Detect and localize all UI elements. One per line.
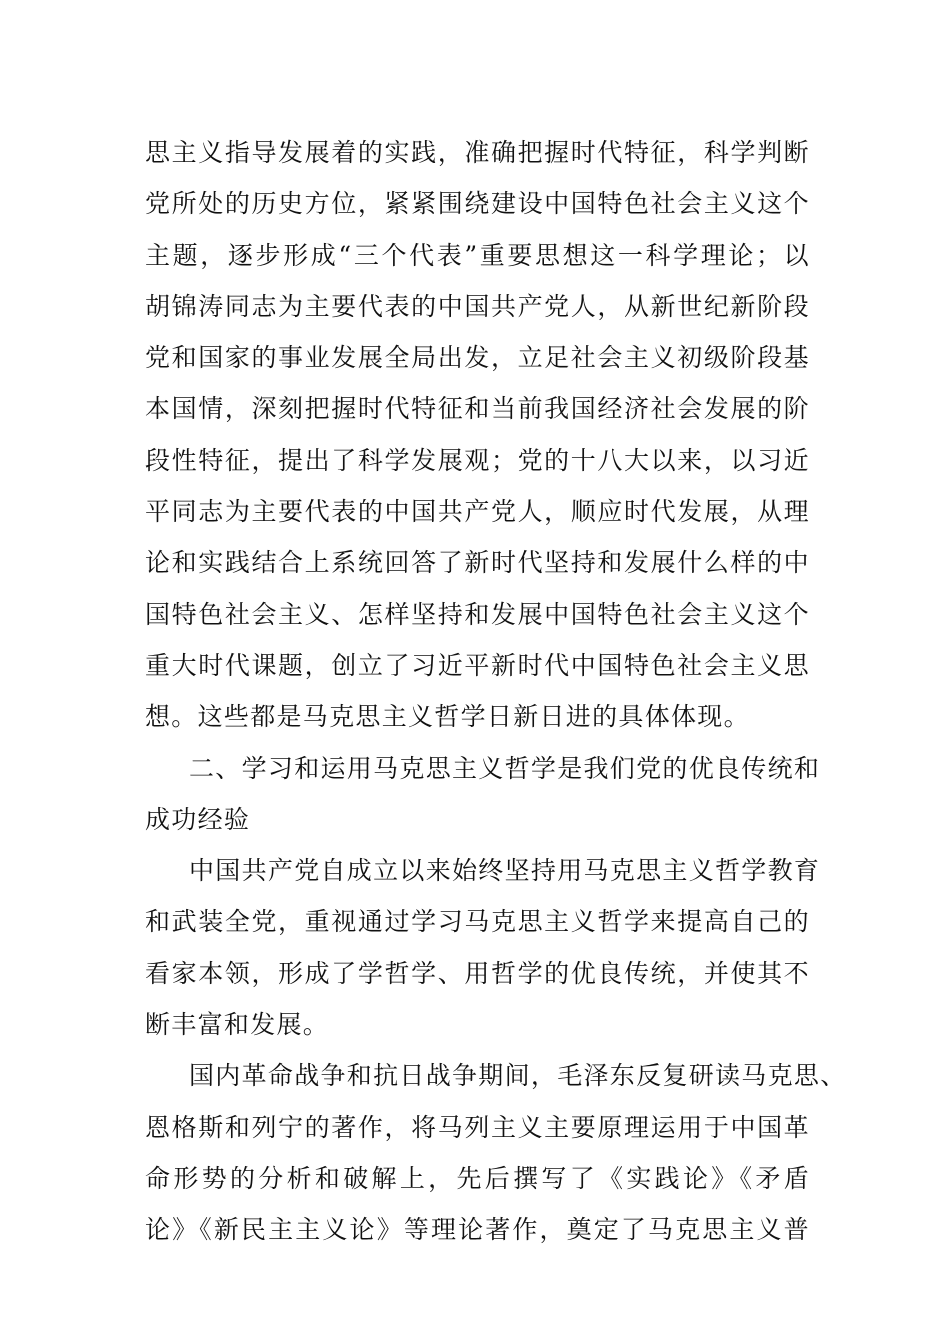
section-heading-line: 成功经验 [145,804,251,834]
text-line: 思主义指导发展着的实践，准确把握时代特征，科学判断 [145,138,810,167]
text-line: 论和实践结合上系统回答了新时代坚持和发展什么样的中 [145,548,810,578]
text-line: 本国情，深刻把握时代特征和当前我国经济社会发展的阶 [145,394,810,424]
text-line: 段性特征，提出了科学发展观；党的十八大以来，以习近 [145,445,810,475]
text-line: 党所处的历史方位，紧紧围绕建设中国特色社会主义这个 [145,189,810,219]
text-line: 国特色社会主义、怎样坚持和发展中国特色社会主义这个 [145,599,810,629]
body-text [145,127,847,1256]
text-line: 和武装全党，重视通过学习马克思主义哲学来提高自己的 [145,907,810,937]
text-line: 重大时代课题，创立了习近平新时代中国特色社会主义思 [145,650,810,680]
text-line: 中国共产党自成立以来始终坚持用马克思主义哲学教育 [189,856,821,886]
text-line: 胡锦涛同志为主要代表的中国共产党人，从新世纪新阶段 [145,291,810,321]
section-heading-line: 二、学习和运用马克思主义哲学是我们党的优良传统和 [189,753,821,783]
text-line: 论》《新民主主义论》等理论著作，奠定了马克思主义普 [145,1215,810,1245]
text-line: 平同志为主要代表的中国共产党人，顺应时代发展，从理 [145,497,810,527]
text-line: 想。这些都是马克思主义哲学日新日进的具体体现。 [145,702,750,732]
text-line: 国内革命战争和抗日战争期间，毛泽东反复研读马克思、 [189,1061,847,1091]
text-line: 断丰富和发展。 [145,1010,330,1040]
text-line: 命形势的分析和破解上，先后撰写了《实践论》《矛盾 [145,1163,810,1193]
text-line: 看家本领，形成了学哲学、用哲学的优良传统，并使其不 [145,958,810,988]
text-line: 恩格斯和列宁的著作，将马列主义主要原理运用于中国革 [145,1112,810,1142]
text-line: 党和国家的事业发展全局出发，立足社会主义初级阶段基 [145,343,810,373]
text-line: 主题，逐步形成“三个代表”重要思想这一科学理论；以 [145,240,810,270]
